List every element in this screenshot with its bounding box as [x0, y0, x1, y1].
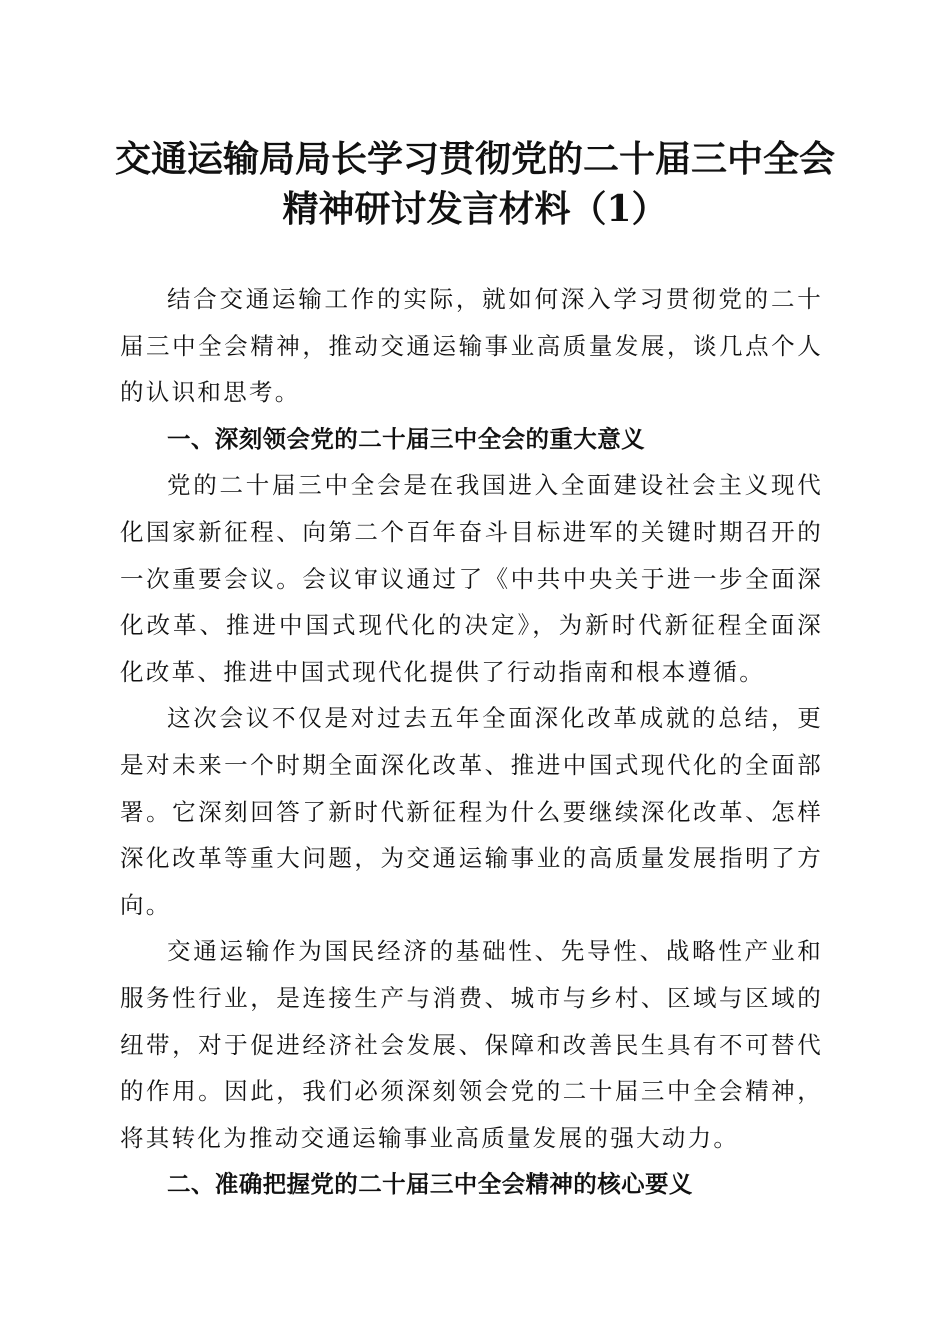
section-1-paragraph-2: 这次会议不仅是对过去五年全面深化改革成就的总结，更是对未来一个时期全面深化改革、推进中国式现代化的全面部署。它深刻回答了新时代新征程为什么要继续深化改革、怎样深化改革等重大问题，为交通运输事业的高质量发展指明了方向。	[120, 704, 823, 919]
document-title-line-1: 交通运输局局长学习贯彻党的二十届三中全会	[114, 138, 835, 180]
section-1-paragraph-3: 交通运输作为国民经济的基础性、先导性、战略性产业和服务性行业，是连接生产与消费、城市与乡村、区域与区域的纽带，对于促进经济社会发展、保障和改善民生具有不可替代的作用。因此，我们必须深刻领会党的二十届三中全会精神，将其转化为推动交通运输事业高质量发展的强大动力。	[120, 937, 823, 1152]
document-title	[100, 134, 850, 234]
section-2-heading: 二、准确把握党的二十届三中全会精神的核心要义	[167, 1170, 693, 1199]
section-1-paragraph-1: 党的二十届三中全会是在我国进入全面建设社会主义现代化国家新征程、向第二个百年奋斗目标进军的关键时期召开的一次重要会议。会议审议通过了《中共中央关于进一步全面深化改革、推进中国式现代化的决定》，为新时代新征程全面深化改革、推进中国式现代化提供了行动指南和根本遵循。	[120, 471, 823, 686]
intro-paragraph: 结合交通运输工作的实际，就如何深入学习贯彻党的二十届三中全会精神，推动交通运输事业高质量发展，谈几点个人的认识和思考。	[120, 285, 823, 407]
section-1-heading: 一、深刻领会党的二十届三中全会的重大意义	[167, 424, 645, 453]
document-body	[120, 276, 823, 1208]
document-title-line-2: 精神研讨发言材料（1）	[282, 188, 668, 230]
